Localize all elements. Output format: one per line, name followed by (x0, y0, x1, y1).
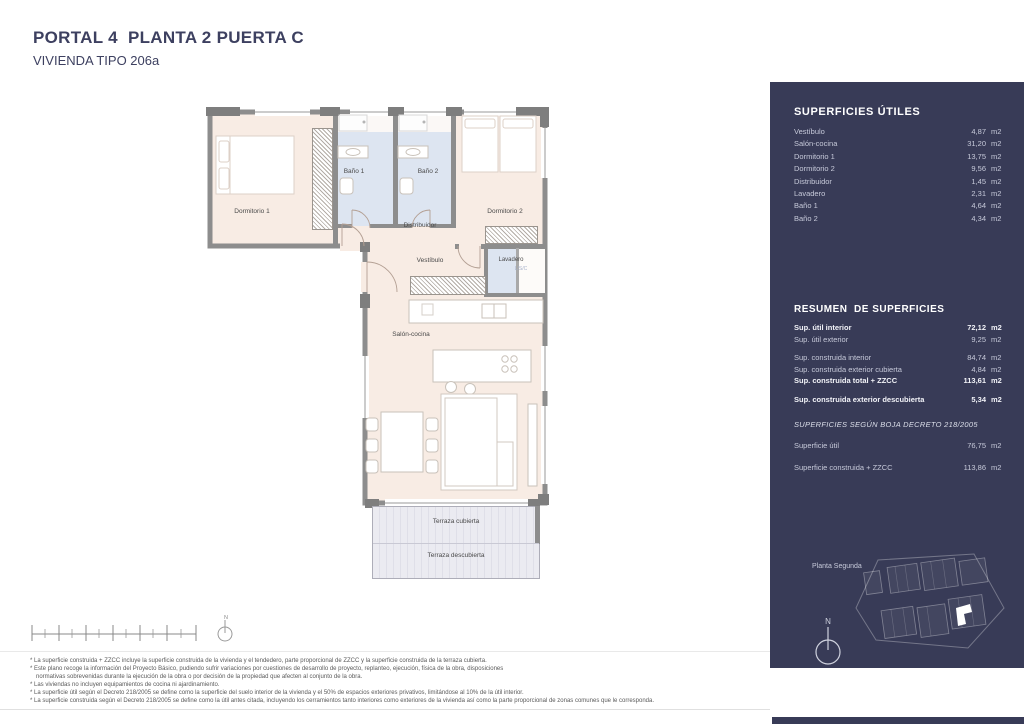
summary-value: 4,84 (971, 364, 986, 374)
summary-value: 9,25 (971, 334, 986, 344)
room-label-salon-cocina: Salón-cocina (392, 331, 430, 338)
room-label-bano-2: Baño 2 (417, 168, 439, 175)
summary-row (794, 375, 1006, 387)
scale-bar (30, 620, 198, 644)
boja-title: SUPERFICIES SEGÚN BOJA DECRETO 218/2005 (794, 420, 978, 429)
surface-value: 4,34 (971, 213, 986, 223)
plan-north-arrow-icon (212, 612, 238, 644)
floor-plan-level-label: Planta Segunda (812, 563, 862, 570)
surface-unit: m2 (991, 201, 1002, 211)
summary-label: Sup. construida interior (794, 353, 872, 362)
surface-value: 4,64 (971, 201, 986, 211)
page-subtitle: VIVIENDA TIPO 206a (33, 53, 160, 68)
surface-unit: m2 (991, 139, 1002, 149)
surface-label: Distribuidor (794, 176, 832, 186)
boja-label: Superficie construida + ZZCC (794, 463, 893, 472)
room-label-terraza-cubierta: Terraza cubierta (432, 518, 480, 525)
north-letter: N (825, 617, 831, 626)
boja-unit: m2 (991, 441, 1002, 450)
surface-row (794, 213, 1006, 225)
terrace (372, 506, 540, 579)
footnote-line: * La superficie útil según el Decreto 218/2005 se define como la superficie del suelo interior de la vivienda y el 50% de espacios exteriores privativos, limitándose al 10% de la útil interior. (30, 689, 524, 696)
surface-unit: m2 (991, 189, 1002, 199)
resumen-title: RESUMEN DE SUPERFICIES (794, 304, 945, 315)
room-label-terraza-descubierta: Terraza descubierta (427, 552, 485, 559)
surface-value: 13,75 (967, 151, 986, 161)
footnotes (30, 658, 670, 705)
summary-value: 5,34 (971, 394, 986, 404)
summary-unit: m2 (991, 376, 1002, 385)
surface-value: 4,87 (971, 127, 986, 136)
surface-row (794, 176, 1006, 188)
room-label-dormitorio-2: Dormitorio 2 (487, 208, 523, 215)
wardrobe-dormitorio-2 (485, 226, 538, 244)
boja-value: 76,75 (967, 441, 986, 450)
surface-row (794, 126, 1006, 138)
boja-row (794, 441, 1006, 451)
footnote-line: * La superficie construida según el Decreto 218/2005 se define como la útil antes citada, incluyendo los cerramientos tanto interiores como exteriores de la vivienda así como la parte proporcional de zonas comunes que le corresponda. (30, 697, 655, 704)
surface-unit: m2 (991, 164, 1002, 174)
surface-row (794, 151, 1006, 163)
surface-label: Baño 2 (794, 213, 818, 223)
floor-plan (200, 106, 560, 581)
room-label-distribuidor: Distribuidor (403, 222, 437, 229)
page-title: PORTAL 4 PLANTA 2 PUERTA C (33, 28, 304, 47)
surface-label: Salón-cocina (794, 139, 838, 149)
surface-row (794, 163, 1006, 175)
summary-row (794, 334, 1006, 346)
boja-row (794, 463, 1006, 473)
boja-section (794, 420, 1006, 485)
summary-value: 72,12 (967, 323, 986, 332)
surface-unit: m2 (991, 151, 1002, 161)
surface-unit: m2 (991, 127, 1002, 136)
summary-row (794, 352, 1006, 364)
surface-label: Lavadero (794, 189, 826, 199)
room-label-lavadero: Lavadero (498, 257, 524, 263)
surface-value: 31,20 (967, 139, 986, 149)
surfaces-utiles-title: SUPERFICIES ÚTILES (794, 106, 921, 118)
surface-unit: m2 (991, 213, 1002, 223)
room-label-lsc: L/S/C (514, 266, 528, 272)
room-label-bano-1: Baño 1 (343, 168, 365, 175)
summary-unit: m2 (991, 323, 1002, 332)
site-plan-icon (844, 550, 1014, 655)
footnote-line: * Las viviendas no incluyen equipamientos de cocina ni ajardinamiento. (30, 681, 220, 688)
footnote-line: * Este plano recoge la información del Proyecto Básico, pudiendo sufrir variaciones por cuestiones de desarrollo de proyecto, replanteo, ejecución, física de la obra, disposiciones (30, 665, 504, 672)
resumen-section (794, 304, 1006, 405)
summary-unit: m2 (991, 353, 1002, 362)
surface-label: Dormitorio 2 (794, 164, 835, 174)
surface-value: 2,31 (971, 189, 986, 199)
surface-row (794, 138, 1006, 150)
bottom-accent-strip (772, 717, 1024, 724)
boja-label: Superficie útil (794, 441, 840, 450)
surface-row (794, 200, 1006, 212)
wardrobe-vestibulo (410, 276, 486, 295)
north-letter: N (224, 615, 228, 621)
surface-label: Baño 1 (794, 201, 818, 211)
surfaces-sidebar (770, 82, 1024, 668)
summary-label: Sup. construida exterior descubierta (794, 394, 925, 404)
bed-dormitorio-1 (216, 136, 294, 194)
footnote-line: normativas sobrevenidas durante la ejecución de la obra o por decisión de la propiedad que afecten al conjunto de la obra. (36, 673, 363, 680)
footnote-line: * La superficie construida + ZZCC incluye la superficie construida de la vivienda y el tendedero, parte proporcional de ZZCC y la superficie construida de la terraza cubierta. (30, 658, 487, 664)
surface-value: 1,45 (971, 176, 986, 186)
surface-label: Dormitorio 1 (794, 151, 835, 161)
summary-label: Sup. construida exterior cubierta (794, 364, 902, 374)
divider-line (0, 709, 770, 710)
tv-console (528, 404, 537, 486)
room-label-dormitorio-1: Dormitorio 1 (234, 208, 270, 215)
boja-value: 113,86 (963, 463, 986, 472)
terrace-divider (373, 543, 539, 544)
room-label-vestibulo: Vestíbulo (416, 257, 444, 264)
boja-unit: m2 (991, 463, 1002, 472)
terrace-wall (535, 506, 540, 544)
surface-row (794, 188, 1006, 200)
summary-unit: m2 (991, 364, 1002, 374)
summary-row (794, 394, 1006, 406)
summary-label: Sup. construida total + ZZCC (794, 376, 898, 385)
summary-label: Sup. útil interior (794, 323, 852, 332)
surface-label: Vestíbulo (794, 127, 825, 136)
summary-label: Sup. útil exterior (794, 334, 849, 344)
north-arrow-icon (806, 614, 850, 668)
summary-value: 84,74 (967, 353, 986, 362)
wardrobe-dormitorio-1 (312, 128, 333, 230)
sofa (441, 394, 517, 490)
summary-row (794, 364, 1006, 376)
surface-value: 9,56 (971, 164, 986, 174)
divider-line (0, 651, 770, 652)
surfaces-utiles-section (794, 106, 1006, 225)
summary-unit: m2 (991, 334, 1002, 344)
dining-table (366, 412, 438, 473)
summary-value: 113,61 (963, 376, 986, 385)
surface-unit: m2 (991, 176, 1002, 186)
summary-unit: m2 (991, 394, 1002, 404)
summary-row (794, 322, 1006, 334)
